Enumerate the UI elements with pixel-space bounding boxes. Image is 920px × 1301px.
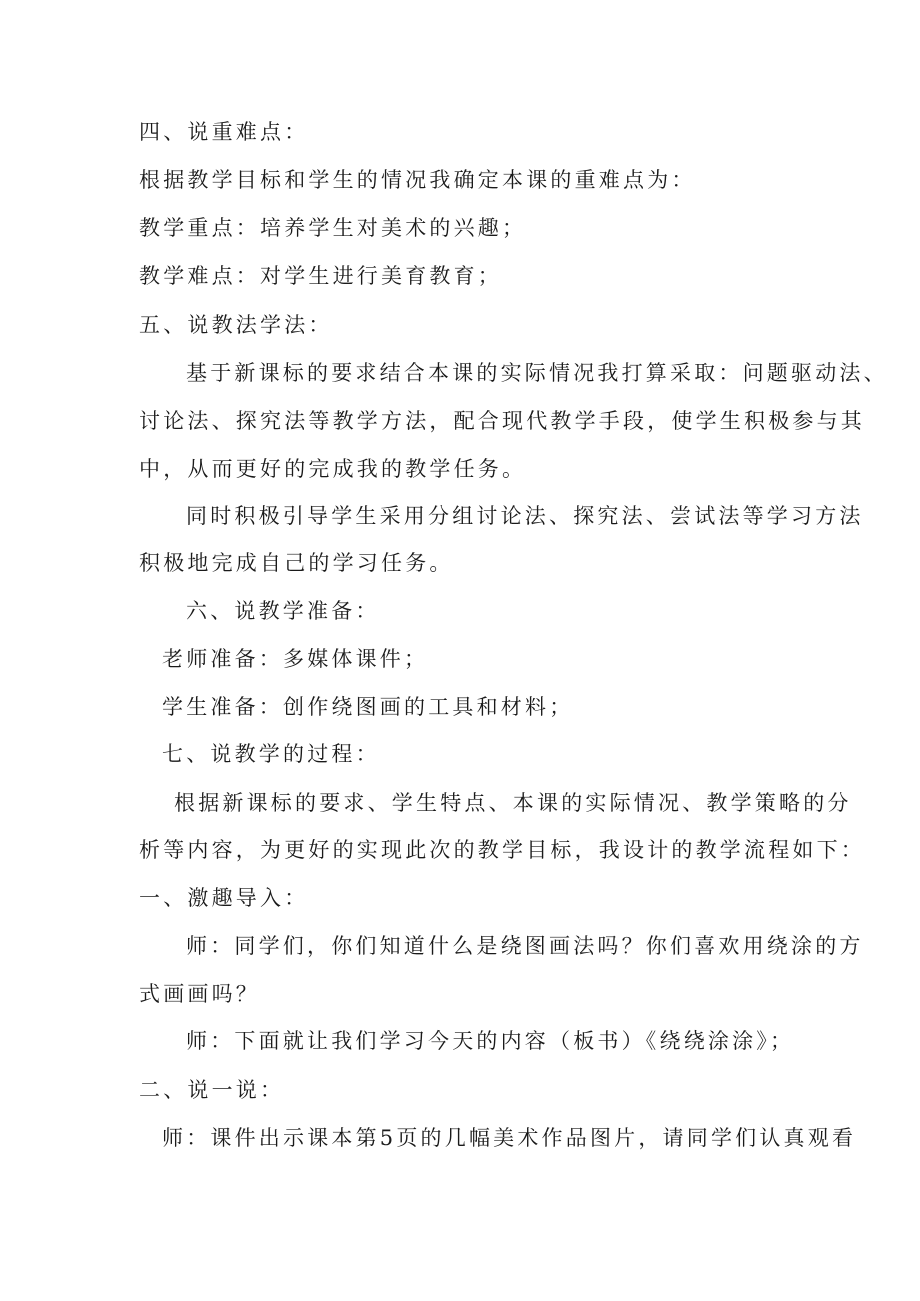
heading-teaching-process: 七、说教学的过程： [162,742,380,766]
paragraph-line: 老师准备：多媒体课件； [162,647,429,671]
paragraph-line: 师：课件出示课本第5页的几幅美术作品图片，请同学们认真观看 [162,1126,857,1150]
heading-discussion: 二、说一说： [139,1078,285,1102]
paragraph-line: 师：下面就让我们学习今天的内容（板书）《绕绕涂涂》； [186,1029,795,1053]
paragraph-line: 积极地完成自己的学习任务。 [139,551,454,575]
paragraph-line: 根据教学目标和学生的情况我确定本课的重难点为： [139,168,696,192]
heading-teaching-methods: 五、说教法学法： [139,313,333,337]
paragraph-line: 教学重点：培养学生对美术的兴趣； [139,216,527,240]
paragraph-line: 析等内容，为更好的实现此次的教学目标，我设计的教学流程如下： [139,838,865,862]
paragraph-line: 中，从而更好的完成我的教学任务。 [139,457,527,481]
heading-key-difficult-points: 四、说重难点： [139,120,309,144]
paragraph-line: 师：同学们，你们知道什么是绕图画法吗？你们喜欢用绕涂的方 [186,934,864,958]
paragraph-line: 根据新课标的要求、学生特点、本课的实际情况、教学策略的分 [174,791,852,815]
paragraph-line: 学生准备：创作绕图画的工具和材料； [162,695,574,719]
paragraph-line: 式画画吗？ [139,982,260,1006]
paragraph-line: 基于新课标的要求结合本课的实际情况我打算采取：问题驱动法、 [186,361,888,385]
heading-warm-up: 一、激趣导入： [139,886,309,910]
paragraph-line: 讨论法、探究法等教学方法，配合现代教学手段，使学生积极参与其 [139,409,865,433]
paragraph-line: 教学难点：对学生进行美育教育； [139,264,502,288]
heading-teaching-preparation: 六、说教学准备： [186,599,380,623]
paragraph-line: 同时积极引导学生采用分组讨论法、探究法、尝试法等学习方法 [186,504,864,528]
